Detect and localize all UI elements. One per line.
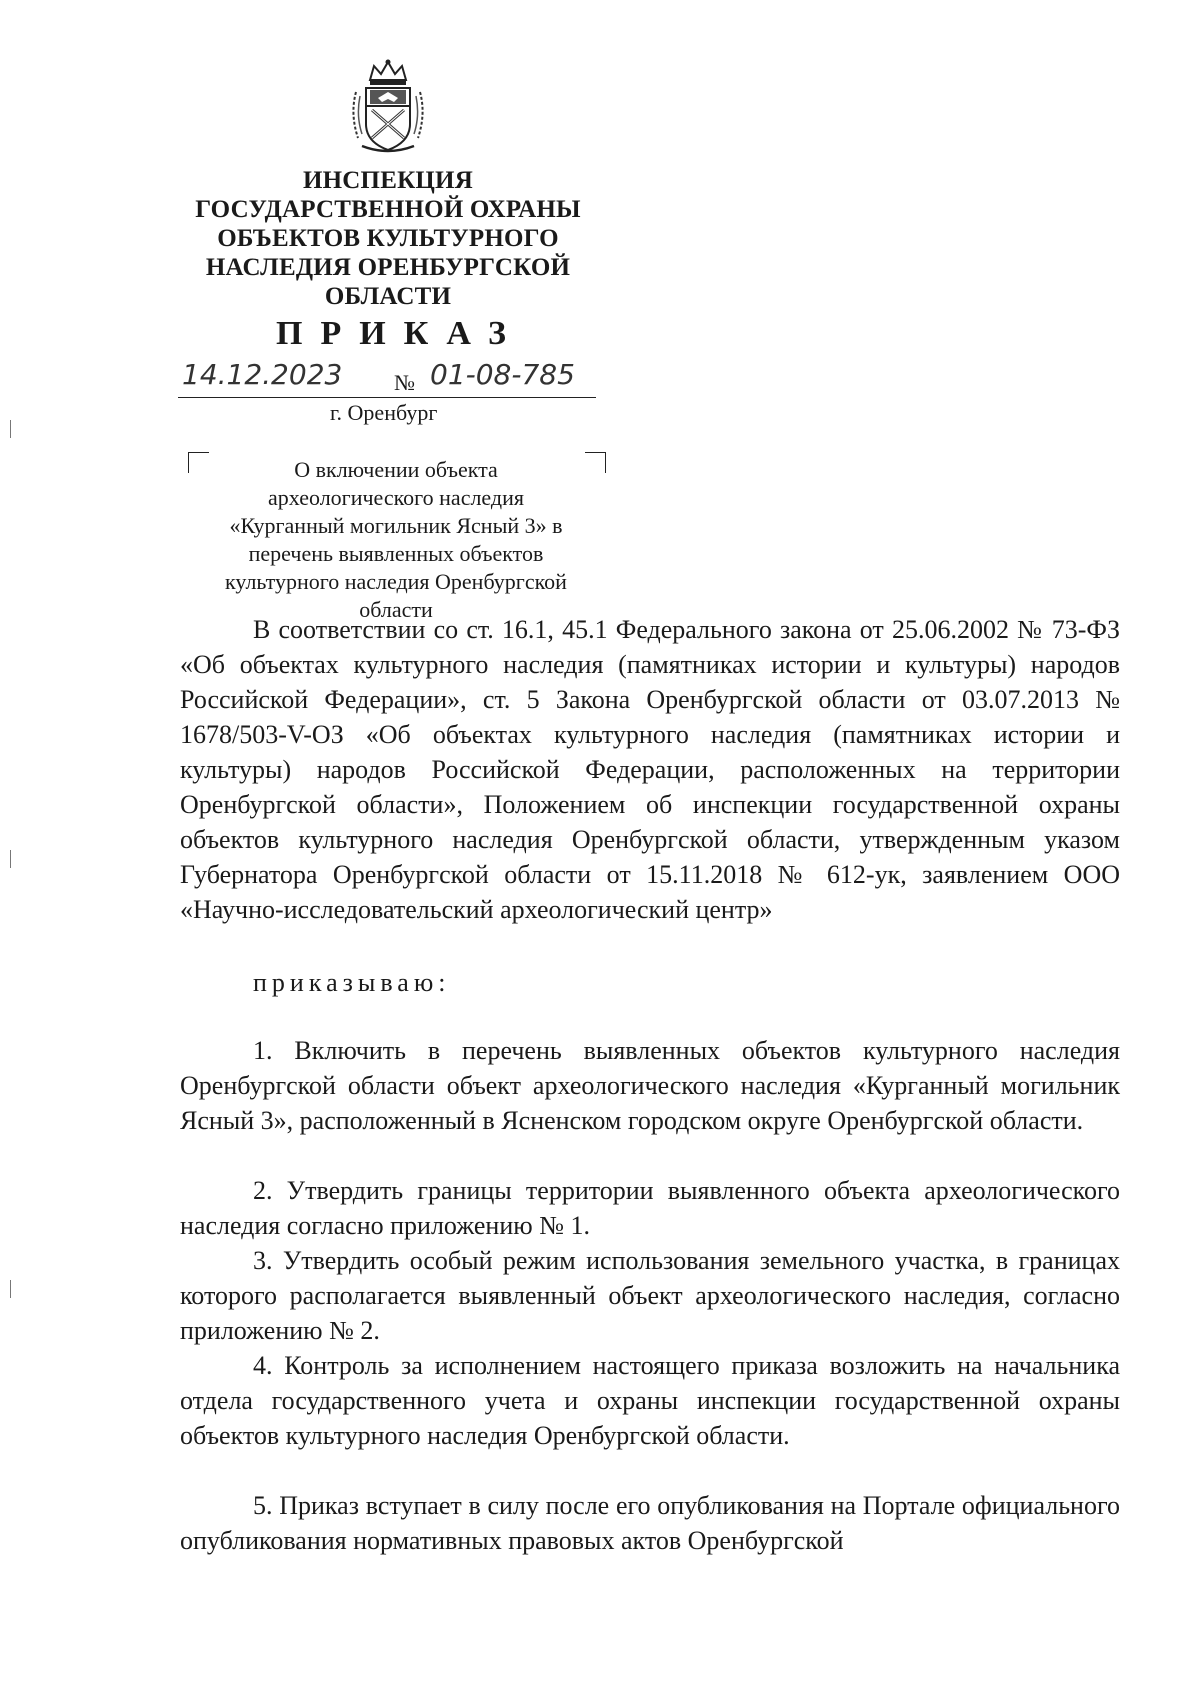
preamble-paragraph: В соответствии со ст. 16.1, 45.1 Федерального закона от 25.06.2002 № 73-ФЗ «Об объектах культурного наследия (памятниках истории и культуры) народов Российской Федерации», ст. 5 Закона Оренбургской области от 03.07.2013 № 1678/503-V-ОЗ «Об объектах культурного наследия (памятниках истории и культуры) народов Российской Федерации, расположенных на территории Оренбургской области», Положением об инспекции государственной охраны объектов культурного наследия Оренбургской области, утвержденным указом Губернатора Оренбургской области от 15.11.2018 № 612-ук, заявлением ООО «Научно-исследовательский археологический центр» bbox=[180, 615, 1120, 924]
handwritten-order-number: 01-08-785 bbox=[430, 358, 575, 391]
subject-line: культурного наследия Оренбургской bbox=[225, 569, 567, 594]
order-item-4: 4. Контроль за исполнением настоящего приказа возложить на начальника отдела государственного учета и охраны инспекции государственной охраны объектов культурного наследия Оренбургской области. bbox=[180, 1351, 1120, 1450]
coat-of-arms-emblem bbox=[348, 58, 428, 156]
org-line: ГОСУДАРСТВЕННОЙ ОХРАНЫ bbox=[195, 196, 581, 223]
order-word: приказываю: bbox=[253, 968, 451, 997]
org-line: ОБЛАСТИ bbox=[324, 283, 452, 310]
handwritten-date: 14.12.2023 bbox=[182, 358, 343, 391]
subject-line: археологического наследия bbox=[268, 485, 524, 510]
city-name: г. Оренбург bbox=[330, 400, 438, 425]
subject-line: «Курганный могильник Ясный 3» в bbox=[229, 513, 563, 538]
order-item-3: 3. Утвердить особый режим использования земельного участка, в границах которого располагается выявленный объект археологического наследия, согласно приложению № 2. bbox=[180, 1246, 1120, 1345]
scan-margin-mark bbox=[10, 850, 11, 868]
date-number-underline bbox=[178, 397, 596, 398]
subject-line: О включении объекта bbox=[294, 457, 498, 482]
org-line: ИНСПЕКЦИЯ bbox=[303, 167, 473, 194]
org-line: НАСЛЕДИЯ ОРЕНБУРГСКОЙ bbox=[205, 254, 571, 281]
number-sign: № bbox=[394, 370, 415, 395]
organization-name bbox=[168, 166, 608, 311]
order-item-5: 5. Приказ вступает в силу после его опубликования на Портале официального опубликования нормативных правовых актов Оренбургской bbox=[180, 1491, 1120, 1555]
org-line: ОБЪЕКТОВ КУЛЬТУРНОГО bbox=[217, 225, 559, 252]
document-type-title: ПРИКАЗ bbox=[276, 315, 524, 352]
order-item-1: 1. Включить в перечень выявленных объектов культурного наследия Оренбургской области объект археологического наследия «Курганный могильник Ясный 3», расположенный в Ясненском городском округе Оренбургской области. bbox=[180, 1036, 1120, 1135]
order-item-2: 2. Утвердить границы территории выявленного объекта археологического наследия согласно приложению № 1. bbox=[180, 1176, 1120, 1240]
order-subject bbox=[196, 456, 596, 624]
subject-line: перечень выявленных объектов bbox=[248, 541, 544, 566]
scan-margin-mark bbox=[10, 420, 11, 438]
subject-line: области bbox=[359, 597, 433, 622]
scan-margin-mark bbox=[10, 1280, 11, 1298]
